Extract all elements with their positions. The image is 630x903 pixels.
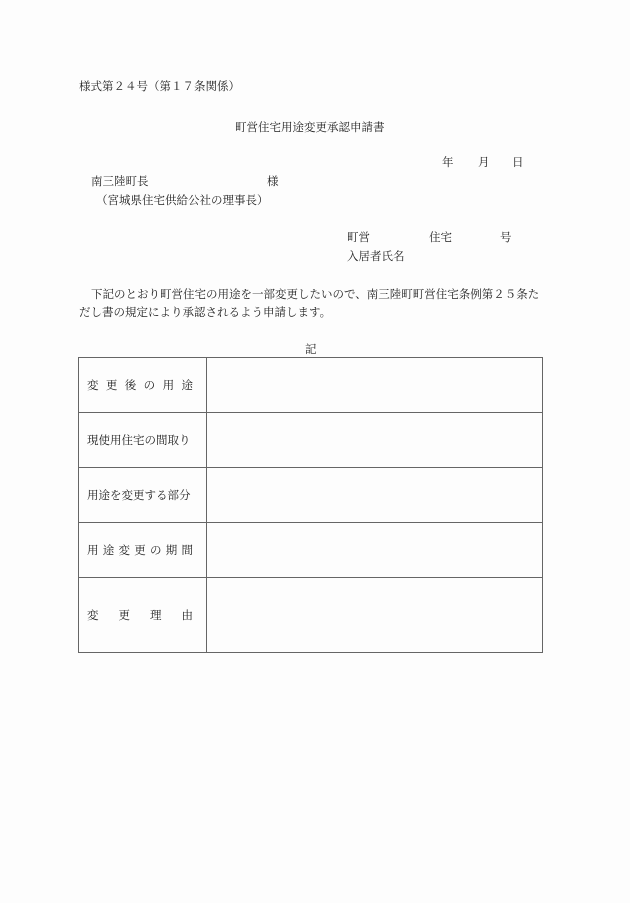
label-char: 変 [87,378,99,392]
table-row [79,468,543,523]
label-char: 用 [87,543,99,557]
table-row [79,578,543,653]
date-year: 年 [442,155,454,169]
housing-suffix: 号 [500,230,512,244]
label-char: 途 [102,543,115,557]
label-char: 更 [105,378,118,392]
label-char: 変 [118,543,130,557]
label-char: 間 [181,543,193,557]
addressee-honorific: 様 [267,174,279,188]
row-value-floor-plan[interactable] [207,413,543,468]
resident-name-label: 入居者氏名 [347,249,405,263]
document-title: 町営住宅用途変更承認申請書 [235,120,385,134]
form-number: 様式第２４号（第１７条関係） [79,79,240,93]
table-row [79,358,543,413]
ki-heading: 記 [305,342,317,356]
date-month: 月 [478,155,490,169]
row-value-changed-part[interactable] [207,468,543,523]
label-char: 更 [118,608,130,622]
date-day: 日 [512,155,524,169]
housing-middle: 住宅 [429,230,452,244]
application-table [78,357,543,653]
body-line-2: だし書の規定により承認されるよう申請します。 [79,305,332,319]
label-char: 途 [181,378,193,392]
row-label-reason [79,578,207,653]
row-label-changed-part: 用途を変更する部分 [79,468,207,523]
row-value-period[interactable] [207,523,543,578]
addressee-name: 南三陸町長 [91,174,149,188]
label-char: 由 [181,608,193,622]
table-row [79,523,543,578]
label-char: 用 [162,378,175,392]
label-char: の [143,378,156,392]
label-char: 後 [124,378,137,392]
table-row [79,413,543,468]
row-value-reason[interactable] [207,578,543,653]
row-label-period [79,523,207,578]
row-label-new-use [79,358,207,413]
row-value-new-use[interactable] [207,358,543,413]
addressee-alternate: （宮城県住宅供給公社の理事長） [96,193,269,207]
label-char: 期 [165,543,178,557]
label-char: の [150,543,162,557]
housing-prefix: 町営 [347,230,370,244]
body-line-1: 下記のとおり町営住宅の用途を一部変更したいので、南三陸町町営住宅条例第２５条た [91,287,540,301]
label-char: 理 [150,608,162,622]
label-char: 変 [87,608,99,622]
label-char: 更 [134,543,146,557]
row-label-floor-plan: 現使用住宅の間取り [79,413,207,468]
